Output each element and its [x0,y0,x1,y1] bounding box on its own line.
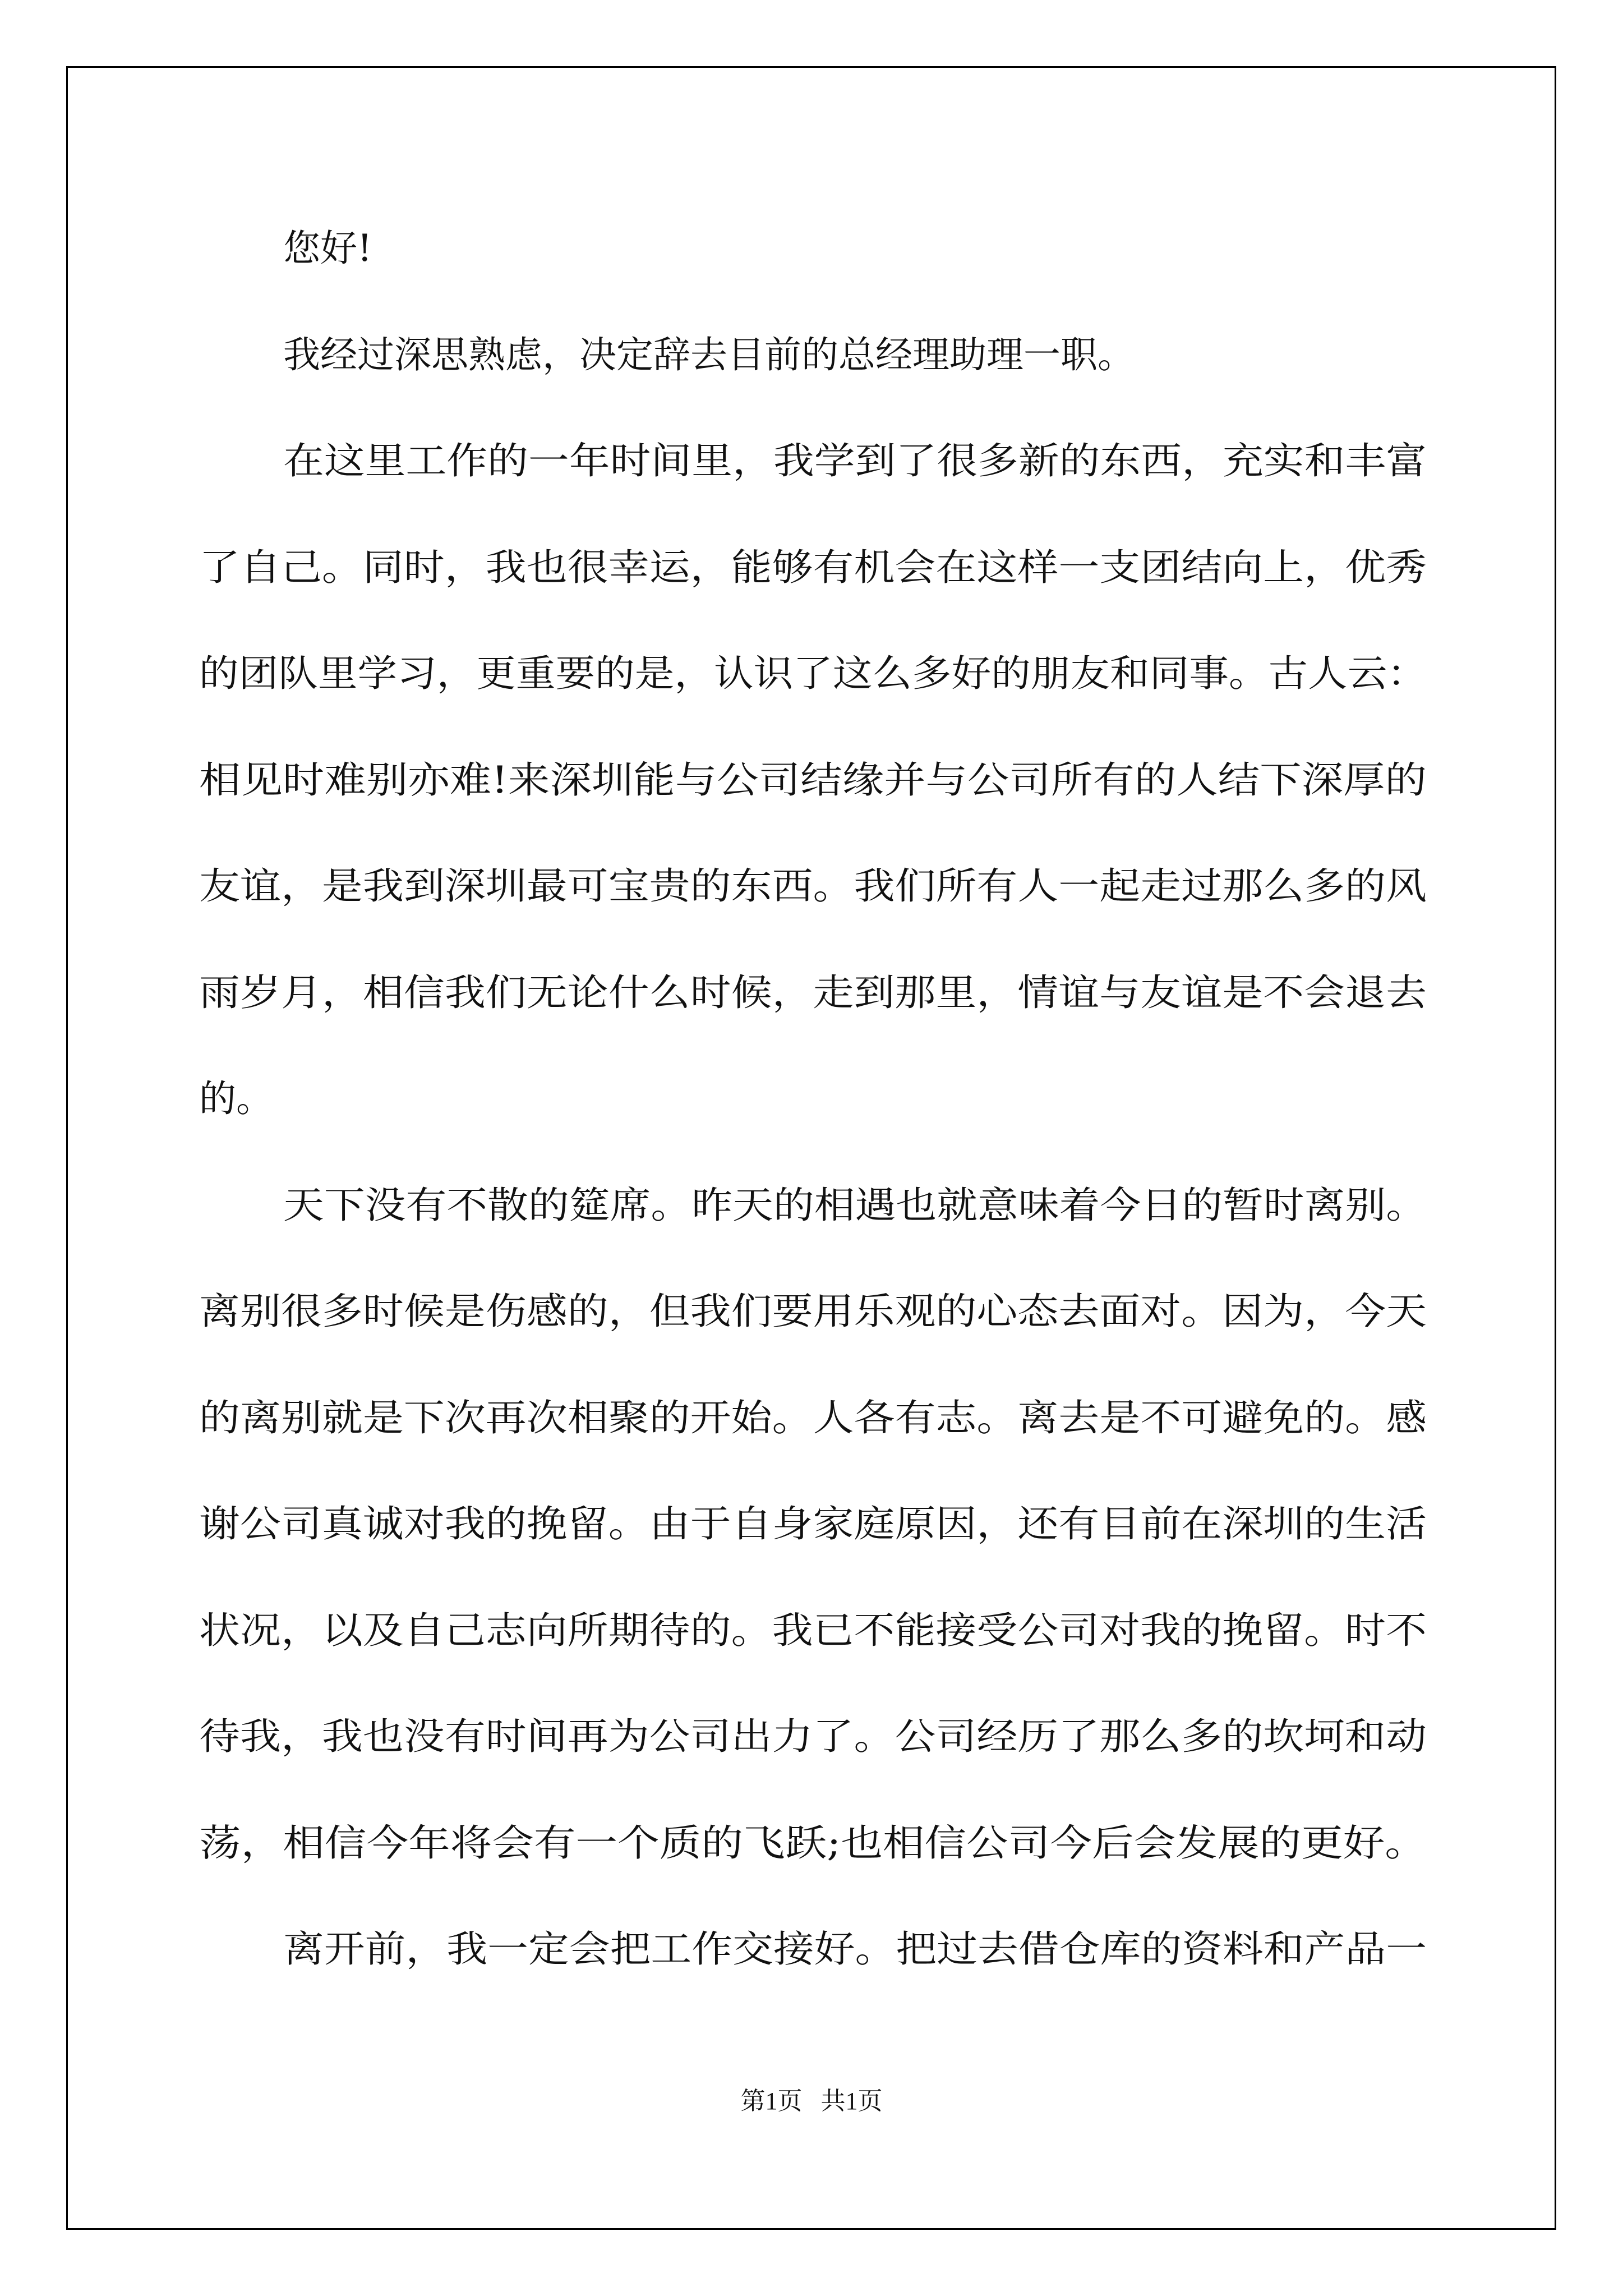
text-line: 友谊，是我到深圳最可宝贵的东西。我们所有人一起走过那么多的风 [199,864,1427,908]
text-line: 相见时难别亦难!来深圳能与公司结缘并与公司所有的人结下深厚的 [199,758,1427,802]
text-line: 我经过深思熟虑，决定辞去目前的总经理助理一职。 [283,333,1135,376]
text-line: 荡，相信今年将会有一个质的飞跃;也相信公司今后会发展的更好。 [199,1821,1427,1865]
text-line: 谢公司真诚对我的挽留。由于自身家庭原因，还有目前在深圳的生活 [199,1502,1427,1545]
text-line: 离别很多时候是伤感的，但我们要用乐观的心态去面对。因为，今天 [199,1290,1427,1333]
text-line: 的。 [199,1077,273,1120]
text-line: 在这里工作的一年时间里，我学到了很多新的东西，充实和丰富 [283,439,1427,482]
text-line: 离开前，我一定会把工作交接好。把过去借仓库的资料和产品一 [283,1927,1427,1971]
page-border [66,66,1556,2230]
text-line: 雨岁月，相信我们无论什么时候，走到那里，情谊与友谊是不会退去 [199,970,1427,1014]
text-line: 状况，以及自己志向所期待的。我已不能接受公司对我的挽留。时不 [199,1608,1427,1652]
text-line: 了自己。同时，我也很幸运，能够有机会在这样一支团结向上，优秀 [199,545,1427,589]
text-line: 的团队里学习，更重要的是，认识了这么多好的朋友和同事。古人云： [199,652,1427,695]
text-line: 天下没有不散的筵席。昨天的相遇也就意味着今日的暂时离别。 [283,1183,1427,1227]
text-line: 待我，我也没有时间再为公司出力了。公司经历了那么多的坎坷和动 [199,1715,1427,1758]
page-footer: 第1页 共1页 [740,2087,883,2115]
text-line: 您好! [283,227,372,270]
text-line: 的离别就是下次再次相聚的开始。人各有志。离去是不可避免的。感 [199,1396,1427,1439]
